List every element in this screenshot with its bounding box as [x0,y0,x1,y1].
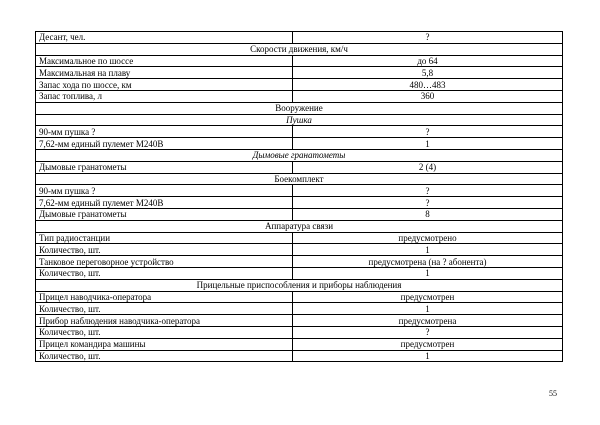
row-label: Количество, шт. [36,326,293,338]
table-row [36,90,563,102]
row-label: Прицел командира машины [36,338,293,350]
row-value: 1 [293,267,563,279]
row-value: 5,8 [293,67,563,79]
row-value: 360 [293,90,563,102]
row-value: ? [293,32,563,44]
row-label: Прибор наблюдения наводчика-оператора [36,315,293,327]
table-row [36,303,563,315]
table-row [36,291,563,303]
section-heading: Аппаратура связи [36,220,563,232]
table-row [36,197,563,209]
row-value: ? [293,197,563,209]
row-label: Количество, шт. [36,350,293,362]
section-row [36,279,563,291]
row-label: 7,62-мм единый пулемет M240B [36,138,293,150]
row-label: Прицел наводчика-оператора [36,291,293,303]
row-value: 1 [293,244,563,256]
row-value: 1 [293,138,563,150]
table-row [36,185,563,197]
section-row [36,173,563,185]
table-row [36,208,563,220]
row-value: предусмотрена (на ? абонента) [293,256,563,268]
row-label: Количество, шт. [36,244,293,256]
row-label: Максимальная на плаву [36,67,293,79]
row-label: Тип радиостанции [36,232,293,244]
table-row [36,338,563,350]
section-heading: Прицельные приспособления и приборы наблюдения [36,279,563,291]
row-value: предусмотрен [293,338,563,350]
row-value: 480…483 [293,79,563,91]
table-row [36,161,563,173]
row-label: Количество, шт. [36,303,293,315]
section-row [36,43,563,55]
subsection-row [36,114,563,126]
row-label: Запас топлива, л [36,90,293,102]
row-value: 1 [293,350,563,362]
subsection-heading: Пушка [36,114,563,126]
row-label: 7,62-мм единый пулемет M240B [36,197,293,209]
row-label: Танковое переговорное устройство [36,256,293,268]
table-row [36,32,563,44]
table-row [36,67,563,79]
table-row [36,256,563,268]
row-label: 90-мм пушка ? [36,185,293,197]
row-value: до 64 [293,55,563,67]
table-row [36,55,563,67]
row-value: ? [293,326,563,338]
row-label: Дымовые гранатометы [36,208,293,220]
table-row [36,126,563,138]
row-value: 1 [293,303,563,315]
spec-table [35,31,563,362]
row-value: предусмотрена [293,315,563,327]
page-number: 55 [549,389,557,398]
section-row [36,102,563,114]
table-row [36,326,563,338]
row-value: 2 (4) [293,161,563,173]
row-label: Запас хода по шоссе, км [36,79,293,91]
row-label: Максимальное по шоссе [36,55,293,67]
row-label: Количество, шт. [36,267,293,279]
section-row [36,220,563,232]
table-row [36,350,563,362]
subsection-row [36,149,563,161]
table-row [36,315,563,327]
section-heading: Скорости движения, км/ч [36,43,563,55]
row-label: Десант, чел. [36,32,293,44]
row-label: 90-мм пушка ? [36,126,293,138]
subsection-heading: Дымовые гранатометы [36,149,563,161]
table-row [36,267,563,279]
spec-table-body [36,32,563,362]
table-row [36,244,563,256]
table-row [36,138,563,150]
section-heading: Боекомплект [36,173,563,185]
row-value: ? [293,126,563,138]
row-label: Дымовые гранатометы [36,161,293,173]
row-value: ? [293,185,563,197]
row-value: предусмотрено [293,232,563,244]
table-row [36,232,563,244]
table-row [36,79,563,91]
section-heading: Вооружение [36,102,563,114]
row-value: предусмотрен [293,291,563,303]
row-value: 8 [293,208,563,220]
